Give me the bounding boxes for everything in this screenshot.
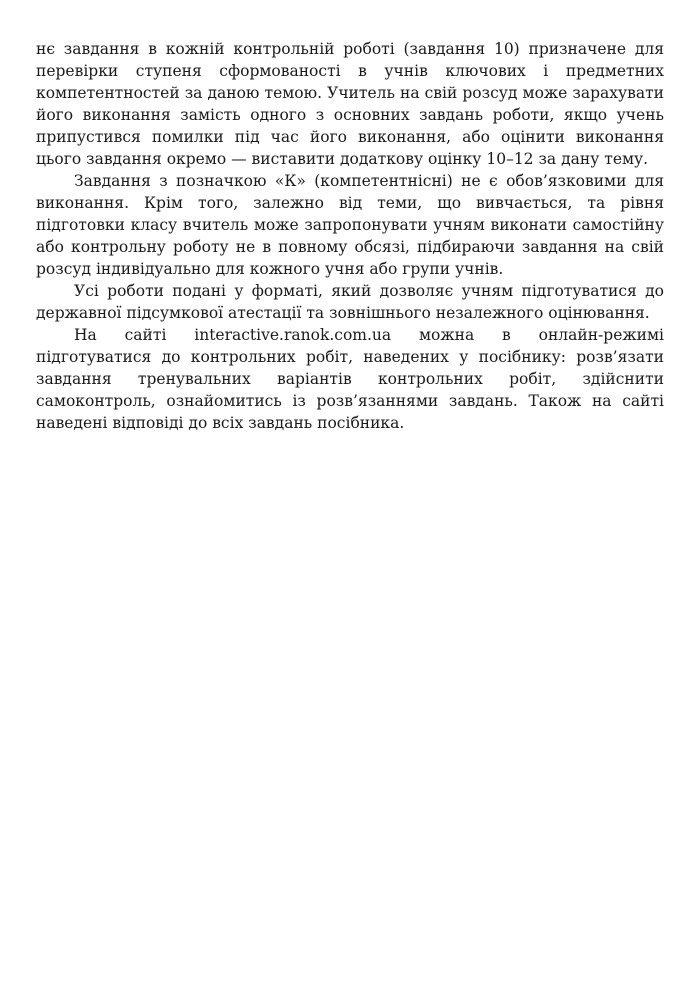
paragraph-format: Усі роботи подані у форматі, який дозволяє учням підготуватися до державної підсумкової атестації та зовнішнього незалежного оцінювання. [36,282,664,322]
document-page [36,38,664,434]
paragraph-website: На сайті interactive.ranok.com.ua можна в онлайн-режимі підготуватися до контрольних робіт, наведених у посібнику: розв’язати завдання тренувальних варіантів контрольних робіт, здійснити самоконтроль, ознайомитись із розв’язаннями завдань. Також на сайті наведені відповіді до всіх завдань посібника. [36,326,664,432]
paragraph-competence-tasks: Завдання з позначкою «К» (компетентнісні) не є обов’язковими для виконання. Крім того, залежно від теми, що вивчається, та рівня підготовки класу вчитель може запропонувати учням виконати самостійну або контрольну роботу не в повному обсязі, підбираючи завдання на свій розсуд індивідуально для кожного учня або групи учнів. [36,172,664,278]
paragraph-continued: нє завдання в кожній контрольній роботі (завдання 10) призначене для перевірки ступеня сформованості в учнів ключових і предметних компетентностей за даною темою. Учитель на свій розсуд може зарахувати його виконання замість одного з основних завдань роботи, якщо учень припустився помилки під час його виконання, або оцінити виконання цього завдання окремо — виставити додаткову оцінку 10–12 за дану тему. [36,40,664,168]
